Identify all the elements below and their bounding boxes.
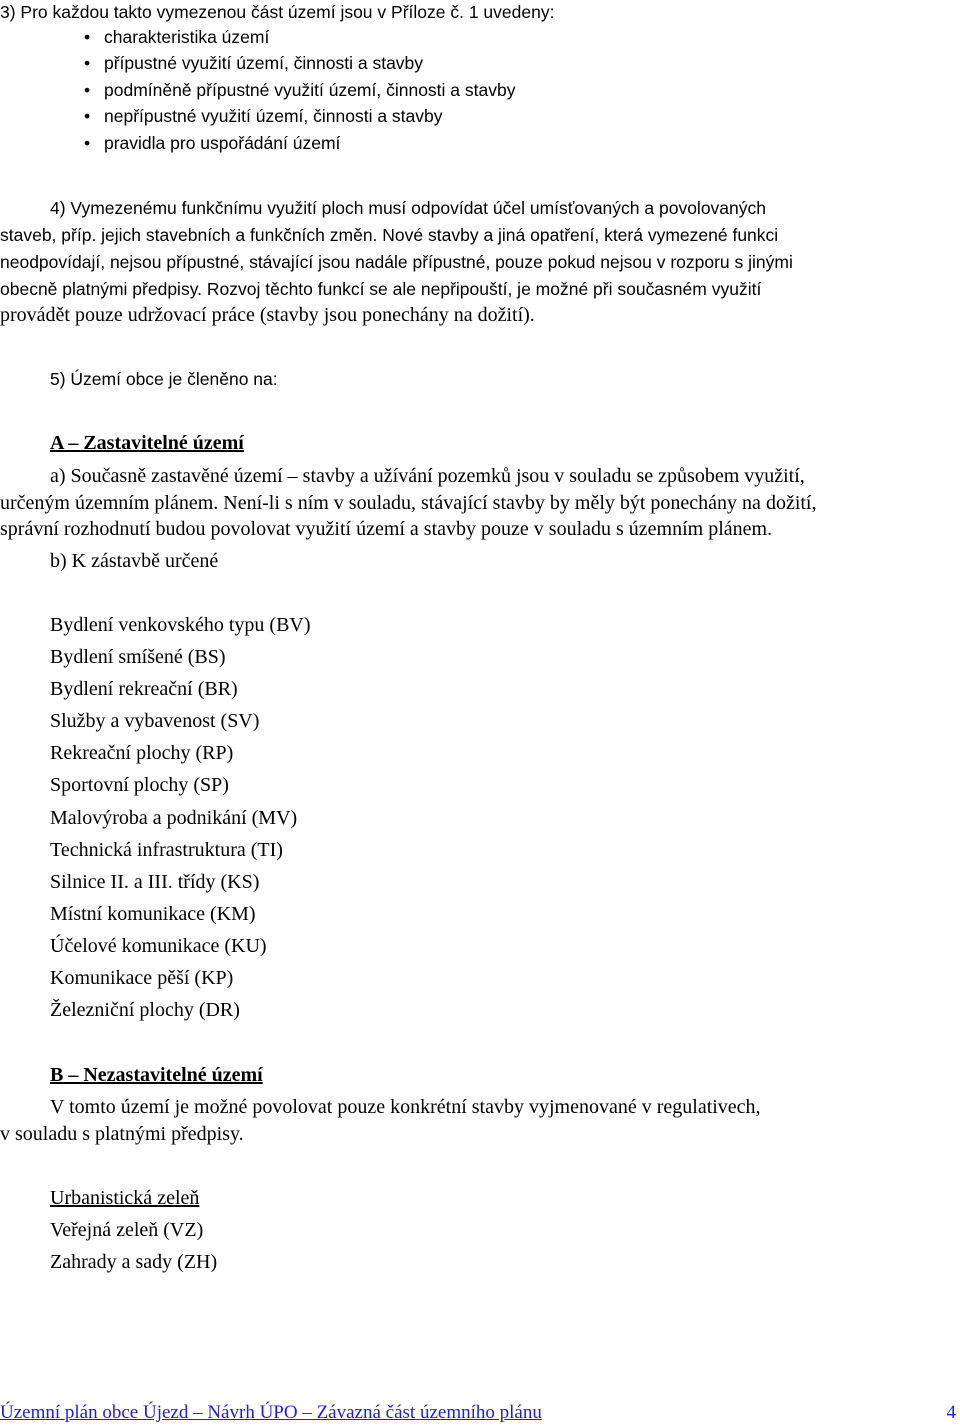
section-b-line: V tomto území je možné povolovat pouze konkrétní stavby vyjmenované v regulativech, [50, 1096, 761, 1118]
list-item: Zahrady a sady (ZH) [50, 1251, 218, 1274]
list-item: Veřejná zeleň (VZ) [50, 1219, 204, 1241]
section-b-line: v souladu s platnými předpisy. [0, 1123, 244, 1145]
list-item: Silnice II. a III. třídy (KS) [50, 870, 260, 893]
list-item: Technická infrastruktura (TI) [50, 838, 283, 861]
list-item: Místní komunikace (KM) [50, 902, 256, 925]
list-item: Bydlení rekreační (BR) [50, 678, 238, 701]
section-a-b-label: b) K zástavbě určené [50, 550, 219, 572]
section-a-line: správní rozhodnutí budou povolovat využití území a stavby pouze v souladu s územním plánem. [0, 518, 773, 540]
list-item: Komunikace pěší (KP) [50, 967, 234, 990]
nezastavitelne-items-list [50, 1214, 217, 1278]
list-item: Železniční plochy (DR) [50, 999, 240, 1022]
point-4-line: 4) Vymezenému funkčnímu využití ploch musí odpovídat účel umísťovaných a povolovaných [50, 198, 766, 218]
section-a-heading: A – Zastavitelné území [50, 432, 244, 454]
list-item: Malovýroba a podnikání (MV) [50, 806, 298, 829]
section-a-line: a) Současně zastavěné území – stavby a užívání pozemků jsou v souladu se způsobem využití, [50, 465, 805, 487]
bullet-item: • podmíněně přípustné využití území, činnosti a stavby [84, 77, 515, 103]
section-a-line: určeným územním plánem. Není-li s ním v souladu, stávající stavby by měly být ponechány na dožití, [0, 492, 817, 514]
point-5-text: 5) Území obce je členěno na: [50, 369, 278, 389]
point-3-text: 3) Pro každou takto vymezenou část území jsou v Příloze č. 1 uvedeny: [0, 2, 555, 22]
bullet-item: • nepřípustné využití území, činnosti a stavby [84, 103, 515, 129]
point-3-bullet-list [84, 24, 515, 156]
list-item: Účelové komunikace (KU) [50, 934, 267, 957]
point-4-line: provádět pouze udržovací práce (stavby jsou ponechány na dožití). [0, 304, 535, 326]
page-footer [0, 1400, 960, 1426]
page-number: 4 [946, 1402, 956, 1423]
point-4-line: staveb, příp. jejich stavebních a funkčních změn. Nové stavby a jiná opatření, která vymezené funkci [0, 225, 779, 245]
section-b-subheading: Urbanistická zeleň [50, 1187, 200, 1209]
list-item: Bydlení smíšené (BS) [50, 646, 226, 669]
list-item: Rekreační plochy (RP) [50, 742, 234, 765]
zastavitelne-items-list [50, 609, 311, 1026]
point-4-line: obecně platnými předpisy. Rozvoj těchto funkcí se ale nepřipouští, je možné při současném využití [0, 279, 762, 299]
bullet-item: • charakteristika území [84, 24, 515, 50]
point-4-line: neodpovídají, nejsou přípustné, stávající jsou nadále přípustné, pouze pokud nejsou v rozporu s jinými [0, 252, 793, 272]
list-item: Služby a vybavenost (SV) [50, 710, 260, 733]
list-item: Sportovní plochy (SP) [50, 774, 229, 797]
bullet-item: • přípustné využití území, činnosti a stavby [84, 50, 515, 76]
section-b-heading: B – Nezastavitelné území [50, 1064, 263, 1086]
footer-title: Územní plán obce Újezd – Návrh ÚPO – Závazná část územního plánu [0, 1402, 542, 1423]
list-item: Bydlení venkovského typu (BV) [50, 614, 311, 636]
bullet-item: • pravidla pro uspořádání území [84, 130, 515, 156]
